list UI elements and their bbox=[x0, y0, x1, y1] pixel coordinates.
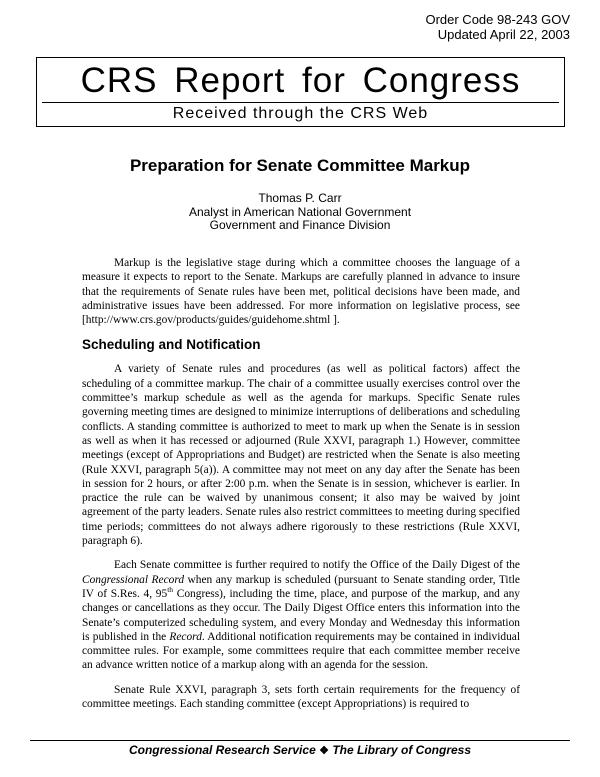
intro-text-end: ]. bbox=[330, 314, 340, 327]
document-body bbox=[82, 256, 520, 738]
document-meta bbox=[425, 13, 570, 42]
footer-text bbox=[30, 743, 570, 759]
ordinal-superscript: th bbox=[167, 585, 174, 595]
author-name: Thomas P. Carr bbox=[258, 191, 342, 205]
notification-text-2: when any markup is scheduled (pursuant to Senate standing order, Title IV of S.Res. 4, 95 bbox=[82, 573, 520, 600]
notification-text-4: . Additional notification requirements may be contained in individual committee rules. For example, some committees require that each committee member receive an advance written notice of a markup along with an agenda for the session. bbox=[82, 630, 520, 672]
order-code: Order Code 98-243 GOV bbox=[425, 12, 570, 27]
paragraph-scheduling: A variety of Senate rules and procedures (as well as political factors) affect the scheduling of a committee markup. The chair of a committee usually exercises control over the committee’s markup schedule as well as the agenda for markups. Specific Senate rules governing meeting times are designed to minimize interruptions of deliberations and scheduling conflicts. A standing committee is authorized to meet to mark up when the Senate is in session as well as when it has recessed or adjourned (Rule XXVI, paragraph 1.) However, committee meetings (except of Appropriations and Budget) are restricted when the Senate is also meeting (Rule XXVI, paragraph 5(a)). A committee may not meet on any day after the Senate has been in session for 2 hours, or after 2:00 p.m. when the Senate is in session, whichever is earlier. In practice the rule can be waived by unanimous consent; it also may be waived by joint agreement of the party leaders. Senate rules also restrict committees to meeting during specified time periods; committees do not always adhere rigorously to these restrictions (Rule XXVI, paragraph 6). bbox=[82, 363, 520, 548]
notification-text-1: Each Senate committee is further required to notify the Office of the Daily Digest of the bbox=[114, 559, 520, 572]
footer-library: The Library of Congress bbox=[332, 743, 472, 757]
author-role: Analyst in American National Government bbox=[188, 204, 412, 219]
congressional-record-title: Congressional Record bbox=[82, 573, 185, 586]
paragraph-intro bbox=[82, 256, 520, 327]
intro-text-start: Markup is the legislative stage during which a committee chooses the language of a measure it expects to report to the Senate. Markups are carefully planned in advance to insure that the requirements of Senate rules have been met, political decisions have been made, and administrative issues have been addressed. For more information on legislative process, see [ bbox=[82, 257, 520, 327]
notification-text-3: Congress), including the time, place, and purpose of the markup, and any changes or cancellations as they occur. The Daily Digest Office enters this information into the Senate’s computerized scheduling system, and every Monday and Wednesday this information is published in the bbox=[82, 587, 520, 643]
banner-title: CRS Report for Congress bbox=[80, 61, 521, 100]
updated-date: Updated April 22, 2003 bbox=[437, 26, 570, 42]
author-division: Government and Finance Division bbox=[209, 218, 391, 232]
banner-box bbox=[36, 57, 565, 127]
author-block bbox=[0, 192, 600, 233]
banner-subtitle: Received through the CRS Web bbox=[172, 105, 429, 122]
report-title: Preparation for Senate Committee Markup bbox=[129, 156, 471, 175]
paragraph-notification bbox=[82, 558, 520, 672]
legislative-process-url[interactable]: http://www.crs.gov/products/guides/guidehome.shtml bbox=[85, 314, 331, 327]
paragraph-frequency: Senate Rule XXVI, paragraph 3, sets forth certain requirements for the frequency of committee meetings. Each standing committee (except Appropriations) is required to bbox=[82, 683, 520, 711]
record-title: Record bbox=[169, 630, 202, 643]
footer-divider bbox=[30, 740, 570, 741]
page-footer bbox=[30, 740, 570, 759]
diamond-separator-icon: ❖ bbox=[319, 745, 329, 757]
footer-service: Congressional Research Service bbox=[128, 743, 316, 757]
section-heading-scheduling-and-notification: Scheduling and Notification bbox=[82, 337, 261, 353]
